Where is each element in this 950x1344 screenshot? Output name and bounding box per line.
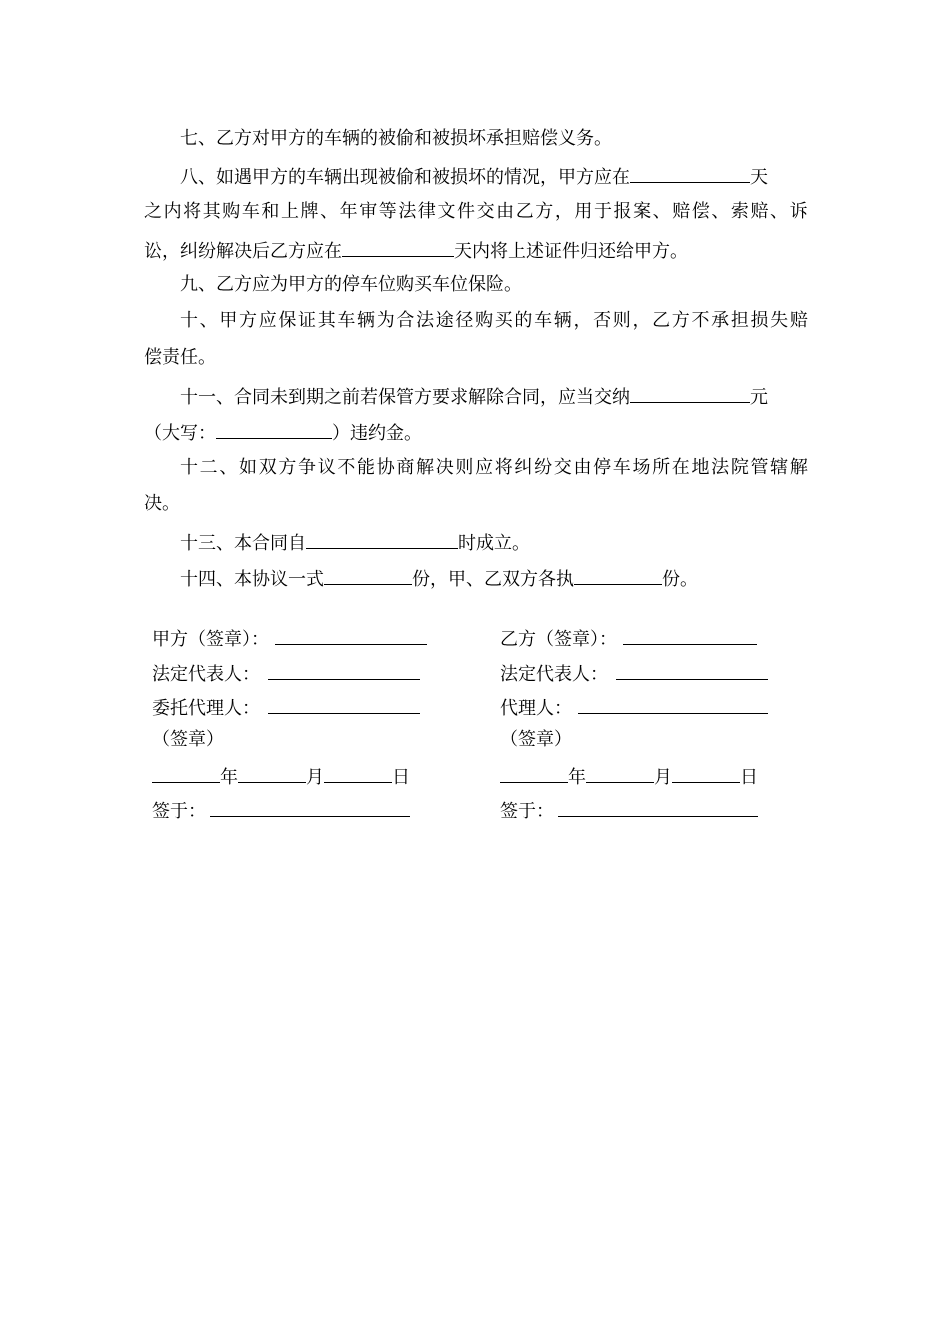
clause-12-line-1 — [180, 459, 808, 477]
party-a-legal-rep-label: 法定代表人： — [152, 664, 260, 685]
clause-char: 车 — [337, 310, 356, 331]
clause-11-text-c: （大写： — [144, 423, 216, 444]
clause-char: 件 — [457, 201, 475, 222]
clause-14-text-b: 份，甲、乙双方各执 — [412, 569, 574, 590]
clause-14 — [180, 568, 808, 589]
clause-char: 则 — [455, 457, 474, 478]
clause-char: 等 — [378, 201, 397, 222]
clause-char: 牌 — [300, 201, 319, 222]
clause-char: 为 — [376, 310, 395, 331]
clause-8-text-d: 天内将上述证件归还给甲方。 — [454, 241, 688, 262]
clause-char: 审 — [359, 201, 378, 222]
clause-11-text-d: ）违约金。 — [332, 423, 422, 444]
party-a-month-label: 月 — [306, 767, 324, 788]
clause-char: 方 — [671, 310, 690, 331]
clause-char: 车 — [534, 310, 553, 331]
clause-7-text: 七、乙方对甲方的车辆的被偷和被损坏承担赔偿义务。 — [180, 128, 612, 149]
clause-char: 地 — [691, 457, 710, 478]
clause-11-line-1 — [180, 386, 808, 407]
clause-char: 的 — [514, 310, 533, 331]
party-b-sign-blank[interactable] — [623, 628, 757, 645]
clause-13-text-a: 十三、本合同自 — [180, 533, 306, 554]
party-b-seal-row — [500, 731, 572, 749]
clause-char: 诉 — [789, 201, 808, 222]
party-b-year-label: 年 — [568, 767, 586, 788]
clause-char: 法 — [711, 457, 730, 478]
clause-char: 失 — [770, 310, 789, 331]
party-b-day-label: 日 — [740, 767, 758, 788]
party-a-day-label: 日 — [392, 767, 410, 788]
clause-char: 场 — [632, 457, 651, 478]
clause-char: 管 — [750, 457, 769, 478]
clause-char: 院 — [730, 457, 749, 478]
clause-char: 赔 — [789, 310, 808, 331]
clause-char: ， — [632, 310, 651, 331]
clause-char: 商 — [396, 457, 415, 478]
clause-char: 辆 — [357, 310, 376, 331]
clause-char: 案 — [633, 201, 652, 222]
clause-char: 损 — [750, 310, 769, 331]
clause-char: 不 — [337, 457, 356, 478]
clause-char: 年 — [339, 201, 358, 222]
clause-char: 十 — [180, 457, 198, 478]
party-b-month-label: 月 — [654, 767, 672, 788]
clause-char: 律 — [417, 201, 436, 222]
party-b-legal-rep-blank[interactable] — [616, 663, 768, 680]
clause-8-line-3 — [144, 240, 808, 261]
clause-11-text-b: 元 — [750, 387, 768, 408]
clause-char: 、 — [652, 201, 671, 222]
clause-char: 其 — [317, 310, 336, 331]
clause-char: ， — [573, 310, 592, 331]
party-a-year-blank[interactable] — [152, 766, 220, 783]
party-b-agent-row — [500, 697, 768, 718]
clause-char: 车 — [612, 457, 631, 478]
clause-char: 争 — [298, 457, 317, 478]
party-b-signed-at-label: 签于： — [500, 801, 554, 822]
party-a-agent-label: 委托代理人： — [152, 698, 260, 719]
clause-char: 合 — [396, 310, 415, 331]
clause-char: 法 — [416, 310, 435, 331]
party-b-day-blank[interactable] — [672, 766, 740, 783]
penalty-amount-blank[interactable] — [630, 386, 750, 403]
clause-char: 双 — [258, 457, 277, 478]
clause-char: 甲 — [219, 310, 238, 331]
clause-char: 内 — [163, 201, 182, 222]
clause-char: 用 — [574, 201, 593, 222]
clause-char: 、 — [320, 201, 339, 222]
clause-char: 不 — [691, 310, 710, 331]
clause-char: 纷 — [534, 457, 553, 478]
clause-char: 赔 — [750, 201, 769, 222]
clause-char: 由 — [573, 457, 592, 478]
clause-char: 则 — [612, 310, 631, 331]
clause-char: 应 — [475, 457, 494, 478]
clause-char: 和 — [261, 201, 280, 222]
party-a-signed-at-blank[interactable] — [210, 800, 410, 817]
clause-char: 购 — [222, 201, 241, 222]
party-b-date-row — [500, 766, 758, 787]
clause-char: 由 — [496, 201, 515, 222]
clause-char: 在 — [671, 457, 690, 478]
party-a-agent-blank[interactable] — [268, 697, 420, 714]
party-a-legal-rep-row — [152, 663, 420, 684]
clause-9 — [180, 276, 808, 294]
clause-char: 其 — [202, 201, 221, 222]
clause-char: 停 — [593, 457, 612, 478]
clause-char: 方 — [239, 310, 258, 331]
clause-char: 辆 — [553, 310, 572, 331]
clause-char: 辖 — [770, 457, 789, 478]
clause-13 — [180, 532, 808, 553]
clause-char: 方 — [535, 201, 554, 222]
clause-14-text-c: 份。 — [662, 569, 698, 590]
party-a-seal-label: （签章） — [152, 729, 224, 750]
effective-time-blank[interactable] — [306, 532, 458, 549]
clause-char: 车 — [241, 201, 260, 222]
clause-char: 决 — [435, 457, 454, 478]
party-a-sign-blank[interactable] — [275, 628, 427, 645]
clause-char: 、 — [770, 201, 788, 222]
clause-8-text-c: 讼，纠纷解决后乙方应在 — [144, 241, 342, 262]
clause-char: 索 — [730, 201, 749, 222]
party-a-sign-row — [152, 628, 427, 649]
days-blank-1[interactable] — [630, 166, 750, 183]
clause-14-text-a: 十四、本协议一式 — [180, 569, 324, 590]
clause-char: 途 — [435, 310, 454, 331]
clause-char: 买 — [494, 310, 513, 331]
party-b-signed-at-row — [500, 800, 758, 821]
clause-char: 之 — [144, 201, 162, 222]
party-a-signed-at-label: 签于： — [152, 801, 206, 822]
clause-char: 将 — [494, 457, 513, 478]
clause-char: 证 — [298, 310, 317, 331]
clause-char: 议 — [317, 457, 336, 478]
clause-10-text-b: 偿责任。 — [144, 347, 216, 368]
party-a-day-blank[interactable] — [324, 766, 392, 783]
clause-8-text-a: 八、如遇甲方的车辆出现被偷和被损坏的情况，甲方应在 — [180, 167, 630, 188]
party-b-year-blank[interactable] — [500, 766, 568, 783]
clause-8-line-2 — [144, 203, 808, 221]
clause-char: 购 — [475, 310, 494, 331]
clause-char: 方 — [278, 457, 297, 478]
party-a-signed-at-row — [152, 800, 410, 821]
party-a-month-blank[interactable] — [238, 766, 306, 783]
clause-13-text-b: 时成立。 — [458, 533, 530, 554]
clause-char: 、 — [199, 310, 218, 331]
party-b-sign-row — [500, 628, 757, 649]
party-a-seal-row — [152, 731, 224, 749]
clause-char: 解 — [416, 457, 435, 478]
copies-total-blank[interactable] — [324, 568, 412, 585]
clause-char: 协 — [376, 457, 395, 478]
party-a-sign-label: 甲方（签章）： — [152, 629, 269, 650]
party-b-sign-label: 乙方（签章）： — [500, 629, 617, 650]
clause-char: 如 — [239, 457, 258, 478]
clause-char: 、 — [219, 457, 238, 478]
clause-char: 保 — [278, 310, 297, 331]
party-b-legal-rep-row — [500, 663, 768, 684]
clause-7 — [180, 130, 808, 148]
party-b-signed-at-blank[interactable] — [558, 800, 758, 817]
clause-char: 偿 — [691, 201, 710, 222]
days-blank-2[interactable] — [342, 240, 454, 257]
clause-char: 将 — [183, 201, 202, 222]
clause-char: 上 — [280, 201, 299, 222]
clause-char: 二 — [199, 457, 218, 478]
clause-char: 应 — [258, 310, 277, 331]
clause-char: 法 — [398, 201, 417, 222]
clause-12-line-2 — [144, 495, 808, 513]
party-b-month-blank[interactable] — [586, 766, 654, 783]
copies-each-blank[interactable] — [574, 568, 662, 585]
party-b-legal-rep-label: 法定代表人： — [500, 664, 608, 685]
penalty-amount-words-blank[interactable] — [216, 422, 332, 439]
clause-char: 十 — [180, 310, 198, 331]
clause-char: 于 — [593, 201, 612, 222]
clause-char: 、 — [711, 201, 730, 222]
clause-10-line-2 — [144, 349, 808, 367]
party-a-legal-rep-blank[interactable] — [268, 663, 420, 680]
clause-char: 交 — [476, 201, 495, 222]
party-b-seal-label: （签章） — [500, 729, 572, 750]
clause-char: 否 — [593, 310, 612, 331]
party-b-agent-label: 代理人： — [500, 698, 572, 719]
clause-char: 赔 — [672, 201, 691, 222]
clause-11-text-a: 十一、合同未到期之前若保管方要求解除合同，应当交纳 — [180, 387, 630, 408]
party-a-year-label: 年 — [220, 767, 238, 788]
party-b-agent-blank[interactable] — [578, 697, 768, 714]
clause-char: 承 — [711, 310, 730, 331]
clause-char: ， — [554, 201, 573, 222]
clause-char: 交 — [553, 457, 572, 478]
clause-char: 纠 — [514, 457, 533, 478]
clause-10-line-1 — [180, 312, 808, 330]
clause-char: 所 — [652, 457, 671, 478]
clause-char: 文 — [437, 201, 456, 222]
clause-8-line-1 — [180, 166, 808, 187]
party-a-agent-row — [152, 697, 420, 718]
clause-char: 解 — [789, 457, 808, 478]
clause-12-text-b: 决。 — [144, 493, 180, 514]
clause-char: 乙 — [652, 310, 671, 331]
clause-9-text: 九、乙方应为甲方的停车位购买车位保险。 — [180, 274, 522, 295]
clause-char: 担 — [730, 310, 749, 331]
clause-char: 径 — [455, 310, 474, 331]
party-a-date-row — [152, 766, 410, 787]
clause-char: 乙 — [515, 201, 534, 222]
clause-8-text-b: 天 — [750, 167, 768, 188]
clause-char: 能 — [357, 457, 376, 478]
clause-char: 报 — [613, 201, 632, 222]
clause-11-line-2 — [144, 422, 808, 443]
